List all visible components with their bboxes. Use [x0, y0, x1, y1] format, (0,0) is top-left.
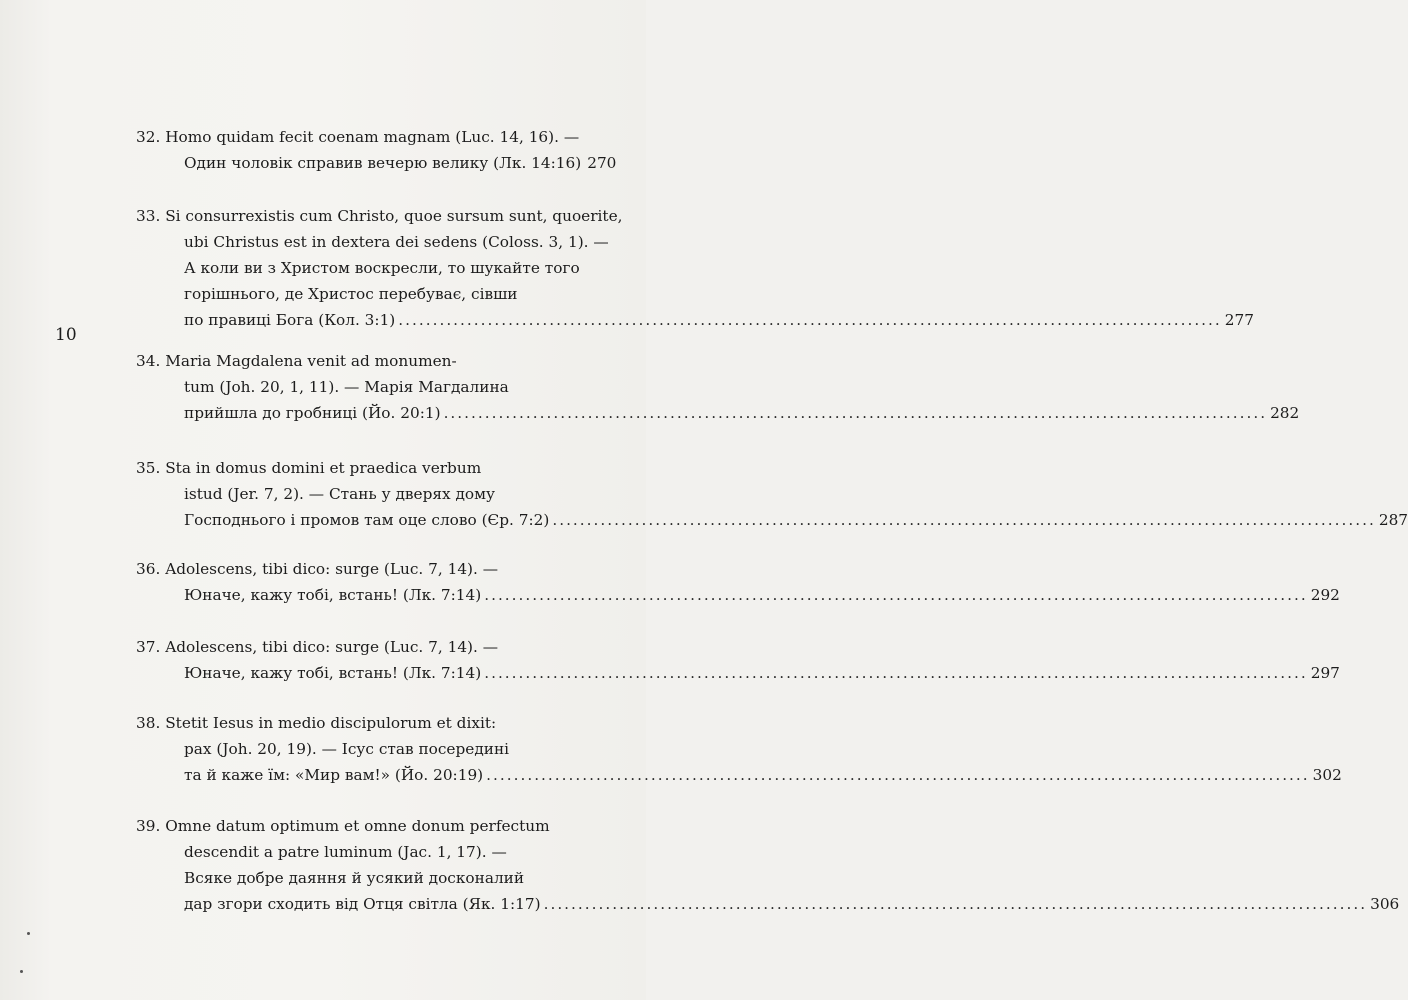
dot-leader: ........................................................................................................................ [552, 511, 1376, 529]
entry-line: 33. Si consurrexistis cum Christo, quoe sursum sunt, quoerite, [136, 207, 623, 225]
entry-page: 302 [1312, 766, 1342, 784]
entry-line: 35. Sta in domus domini et praedica verbum [136, 459, 482, 477]
entry-line: А коли ви з Христом воскресли, то шукайте того [184, 259, 580, 277]
entry-line: 37. Adolescens, tibi dico: surge (Luc. 7, 14). — [136, 638, 499, 656]
entry-page: 287 [1378, 511, 1408, 529]
print-speck [27, 932, 30, 935]
entry-leader-line [136, 582, 1340, 608]
dot-leader: ........................................................................................................................ [398, 311, 1222, 329]
entry-leader-line [136, 507, 1408, 533]
entry-leader-line [136, 150, 617, 176]
entry-line: 39. Omne datum optimum et omne donum perfectum [136, 817, 550, 835]
entry-page: 306 [1370, 895, 1400, 913]
dot-leader: ........................................................................................................................ [484, 664, 1308, 682]
entry-line: 32. Homo quidam fecit coenam magnam (Luc. 14, 16). — [136, 128, 580, 146]
toc-entry [136, 813, 1400, 917]
entry-page: 277 [1224, 311, 1254, 329]
toc-entry [136, 634, 1340, 686]
entry-leader-line [136, 400, 1300, 426]
entry-line: 34. Maria Magdalena venit ad monumen- [136, 352, 457, 370]
entry-leader-line [136, 660, 1340, 686]
entry-line: 36. Adolescens, tibi dico: surge (Luc. 7, 14). — [136, 560, 499, 578]
toc-entry [136, 348, 1300, 426]
entry-page: 297 [1310, 664, 1340, 682]
entry-line: горішнього, де Христос перебуває, сівши [184, 285, 518, 303]
entry-line: ubi Christus est in dextera dei sedens (Coloss. 3, 1). — [184, 233, 609, 251]
entry-translation: Один чоловік справив вечерю велику (Лк. 14:16) [184, 154, 582, 172]
dot-leader: ........................................................................................................................ [443, 404, 1268, 422]
entry-leader-line [136, 891, 1400, 917]
entry-translation: Юначе, кажу тобі, встань! (Лк. 7:14) [184, 664, 482, 682]
toc-entry [136, 455, 1408, 533]
print-speck [20, 970, 23, 973]
dot-leader: ........................................................................................................................ [484, 586, 1308, 604]
page-number: 10 [55, 325, 77, 345]
entry-line: descendit a patre luminum (Jac. 1, 17). — [184, 843, 507, 861]
entry-leader-line [136, 762, 1342, 788]
entry-page: 270 [587, 154, 617, 172]
entry-translation: дар згори сходить від Отця світла (Як. 1:17) [184, 895, 541, 913]
entry-line: istud (Jer. 7, 2). — Стань у дверях дому [184, 485, 496, 503]
entry-line: tum (Joh. 20, 1, 11). — Марія Магдалина [184, 378, 509, 396]
entry-line: 38. Stetit Iesus in medio discipulorum et dixit: [136, 714, 497, 732]
dot-leader: ........................................................................................................................ [543, 895, 1368, 913]
entry-leader-line [136, 307, 1254, 333]
entry-line: pax (Joh. 20, 19). — Ісус став посередині [184, 740, 510, 758]
entry-translation: прийшла до гробниці (Йо. 20:1) [184, 404, 441, 422]
entry-translation: та й каже їм: «Мир вам!» (Йо. 20:19) [184, 766, 484, 784]
entry-page: 292 [1310, 586, 1340, 604]
toc-entry [136, 710, 1342, 788]
entry-translation: Юначе, кажу тобі, встань! (Лк. 7:14) [184, 586, 482, 604]
toc-entry [136, 556, 1340, 608]
entry-line: Всяке добре даяння й усякий досконалий [184, 869, 525, 887]
toc-entry [136, 124, 617, 176]
entry-translation: по правиці Бога (Кол. 3:1) [184, 311, 396, 329]
entry-page: 282 [1270, 404, 1300, 422]
dot-leader: ........................................................................................................................ [486, 766, 1310, 784]
entry-translation: Господнього і промов там оце слово (Єр. 7:2) [184, 511, 550, 529]
toc-entry [136, 203, 1254, 333]
